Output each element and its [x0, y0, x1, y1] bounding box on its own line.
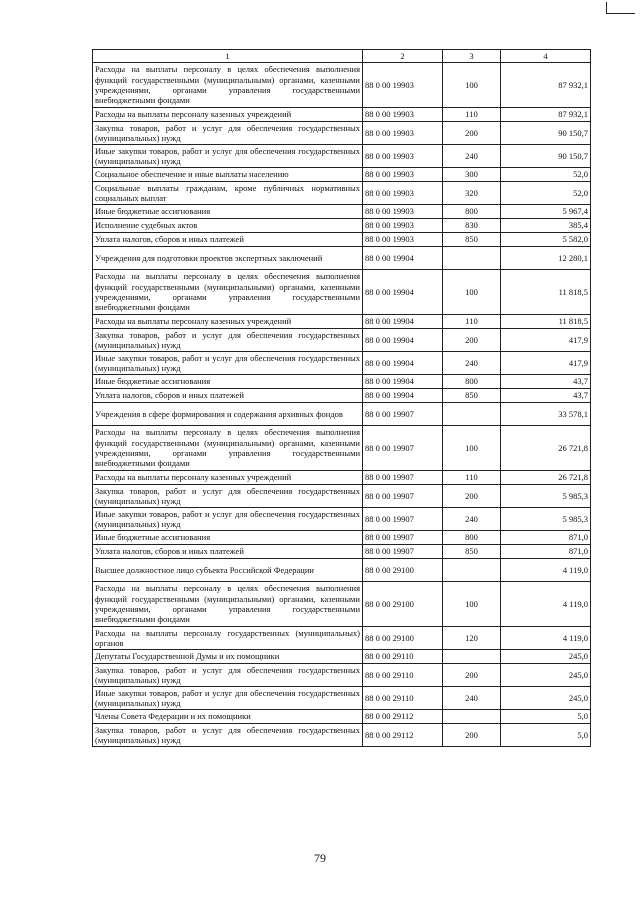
table-row	[93, 270, 591, 315]
table-row	[93, 329, 591, 352]
target-code-cell: 88 0 00 29100	[363, 582, 443, 627]
target-code-cell: 88 0 00 29110	[363, 664, 443, 687]
expense-name-cell: Иные бюджетные ассигнования	[93, 205, 363, 219]
expense-type-cell: 120	[443, 627, 501, 650]
target-code-cell: 88 0 00 19904	[363, 352, 443, 375]
expense-type-cell: 850	[443, 545, 501, 559]
expense-type-cell: 240	[443, 687, 501, 710]
amount-cell: 871,0	[501, 531, 591, 545]
target-code-cell: 88 0 00 19907	[363, 471, 443, 485]
amount-cell: 52,0	[501, 168, 591, 182]
expense-name-cell: Расходы на выплаты персоналу казенных учреждений	[93, 471, 363, 485]
expense-type-cell: 200	[443, 664, 501, 687]
expense-type-cell: 110	[443, 315, 501, 329]
header-cell-4: 4	[501, 50, 591, 63]
target-code-cell: 88 0 00 19903	[363, 63, 443, 108]
expense-name-cell: Закупка товаров, работ и услуг для обеспечения государственных (муниципальных) нужд	[93, 122, 363, 145]
table-row	[93, 485, 591, 508]
table-row	[93, 247, 591, 270]
table-row	[93, 389, 591, 403]
expense-type-cell	[443, 559, 501, 582]
table-row	[93, 182, 591, 205]
expense-type-cell	[443, 710, 501, 724]
expense-name-cell: Закупка товаров, работ и услуг для обеспечения государственных (муниципальных) нужд	[93, 664, 363, 687]
amount-cell: 5 985,3	[501, 508, 591, 531]
amount-cell: 87 932,1	[501, 63, 591, 108]
expense-name-cell: Расходы на выплаты персоналу государственных (муниципальных) органов	[93, 627, 363, 650]
expense-type-cell: 830	[443, 219, 501, 233]
target-code-cell: 88 0 00 19904	[363, 375, 443, 389]
expense-name-cell: Высшее должностное лицо субъекта Российской Федерации	[93, 559, 363, 582]
expense-name-cell: Расходы на выплаты персоналу в целях обеспечения выполнения функций государственными (муниципальными) органами, казенными учреждениями, органами управления государственными внебюджетными фондами	[93, 426, 363, 471]
amount-cell: 43,7	[501, 375, 591, 389]
target-code-cell: 88 0 00 19903	[363, 182, 443, 205]
expense-type-cell: 200	[443, 122, 501, 145]
expense-type-cell: 850	[443, 389, 501, 403]
expense-type-cell: 300	[443, 168, 501, 182]
amount-cell: 417,9	[501, 352, 591, 375]
amount-cell: 417,9	[501, 329, 591, 352]
header-row	[93, 50, 591, 63]
expense-name-cell: Исполнение судебных актов	[93, 219, 363, 233]
expense-type-cell	[443, 650, 501, 664]
table-row	[93, 508, 591, 531]
table-row	[93, 205, 591, 219]
table-row	[93, 122, 591, 145]
expense-name-cell: Расходы на выплаты персоналу в целях обеспечения выполнения функций государственными (муниципальными) органами, казенными учреждениями, органами управления государственными внебюджетными фондами	[93, 63, 363, 108]
amount-cell: 52,0	[501, 182, 591, 205]
expense-name-cell: Социальное обеспечение и иные выплаты населению	[93, 168, 363, 182]
target-code-cell: 88 0 00 19903	[363, 108, 443, 122]
expense-name-cell: Иные закупки товаров, работ и услуг для обеспечения государственных (муниципальных) нужд	[93, 352, 363, 375]
target-code-cell: 88 0 00 19907	[363, 531, 443, 545]
amount-cell: 5 582,0	[501, 233, 591, 247]
expense-name-cell: Закупка товаров, работ и услуг для обеспечения государственных (муниципальных) нужд	[93, 329, 363, 352]
budget-table	[92, 49, 591, 747]
target-code-cell: 88 0 00 19907	[363, 485, 443, 508]
expense-name-cell: Расходы на выплаты персоналу казенных учреждений	[93, 315, 363, 329]
target-code-cell: 88 0 00 19904	[363, 270, 443, 315]
amount-cell: 245,0	[501, 664, 591, 687]
expense-type-cell: 200	[443, 724, 501, 747]
target-code-cell: 88 0 00 19903	[363, 122, 443, 145]
amount-cell: 12 280,1	[501, 247, 591, 270]
amount-cell: 26 721,8	[501, 471, 591, 485]
expense-type-cell: 100	[443, 63, 501, 108]
target-code-cell: 88 0 00 19907	[363, 426, 443, 471]
table-row	[93, 545, 591, 559]
target-code-cell: 88 0 00 29112	[363, 724, 443, 747]
expense-type-cell: 110	[443, 471, 501, 485]
expense-type-cell: 800	[443, 375, 501, 389]
expense-type-cell: 100	[443, 582, 501, 627]
amount-cell: 5 967,4	[501, 205, 591, 219]
target-code-cell: 88 0 00 29110	[363, 650, 443, 664]
target-code-cell: 88 0 00 19904	[363, 247, 443, 270]
expense-type-cell: 110	[443, 108, 501, 122]
table-row	[93, 559, 591, 582]
target-code-cell: 88 0 00 19904	[363, 389, 443, 403]
expense-name-cell: Депутаты Государственной Думы и их помощники	[93, 650, 363, 664]
table-row	[93, 315, 591, 329]
expense-type-cell: 800	[443, 531, 501, 545]
expense-name-cell: Иные закупки товаров, работ и услуг для обеспечения государственных (муниципальных) нужд	[93, 687, 363, 710]
header-cell-1: 1	[93, 50, 363, 63]
table-row	[93, 710, 591, 724]
amount-cell: 87 932,1	[501, 108, 591, 122]
expense-type-cell	[443, 247, 501, 270]
amount-cell: 43,7	[501, 389, 591, 403]
expense-type-cell: 200	[443, 329, 501, 352]
table-row	[93, 582, 591, 627]
table-row	[93, 403, 591, 426]
amount-cell: 245,0	[501, 650, 591, 664]
target-code-cell: 88 0 00 19903	[363, 168, 443, 182]
expense-type-cell: 240	[443, 508, 501, 531]
table-row	[93, 63, 591, 108]
page-number: 79	[314, 851, 326, 865]
target-code-cell: 88 0 00 29100	[363, 559, 443, 582]
table-row	[93, 219, 591, 233]
amount-cell: 26 721,8	[501, 426, 591, 471]
expense-name-cell: Уплата налогов, сборов и иных платежей	[93, 389, 363, 403]
target-code-cell: 88 0 00 29112	[363, 710, 443, 724]
target-code-cell: 88 0 00 19904	[363, 315, 443, 329]
table-row	[93, 352, 591, 375]
expense-type-cell: 200	[443, 485, 501, 508]
expense-name-cell: Уплата налогов, сборов и иных платежей	[93, 545, 363, 559]
amount-cell: 385,4	[501, 219, 591, 233]
expense-type-cell	[443, 403, 501, 426]
table-row	[93, 724, 591, 747]
expense-name-cell: Учреждения в сфере формирования и содержания архивных фондов	[93, 403, 363, 426]
expense-name-cell: Расходы на выплаты персоналу в целях обеспечения выполнения функций государственными (муниципальными) органами, казенными учреждениями, органами управления государственными внебюджетными фондами	[93, 582, 363, 627]
table-row	[93, 531, 591, 545]
expense-type-cell: 100	[443, 270, 501, 315]
amount-cell: 5,0	[501, 724, 591, 747]
amount-cell: 4 119,0	[501, 627, 591, 650]
amount-cell: 4 119,0	[501, 559, 591, 582]
amount-cell: 90 150,7	[501, 122, 591, 145]
amount-cell: 11 818,5	[501, 315, 591, 329]
target-code-cell: 88 0 00 29110	[363, 687, 443, 710]
amount-cell: 90 150,7	[501, 145, 591, 168]
amount-cell: 871,0	[501, 545, 591, 559]
amount-cell: 245,0	[501, 687, 591, 710]
target-code-cell: 88 0 00 19903	[363, 145, 443, 168]
table-row	[93, 627, 591, 650]
amount-cell: 5,0	[501, 710, 591, 724]
expense-type-cell: 800	[443, 205, 501, 219]
expense-name-cell: Социальные выплаты гражданам, кроме публичных нормативных социальных выплат	[93, 182, 363, 205]
table-row	[93, 108, 591, 122]
expense-type-cell: 320	[443, 182, 501, 205]
header-cell-2: 2	[363, 50, 443, 63]
table-row	[93, 145, 591, 168]
expense-type-cell: 240	[443, 145, 501, 168]
expense-name-cell: Расходы на выплаты персоналу казенных учреждений	[93, 108, 363, 122]
header-cell-3: 3	[443, 50, 501, 63]
expense-type-cell: 850	[443, 233, 501, 247]
target-code-cell: 88 0 00 29100	[363, 627, 443, 650]
amount-cell: 4 119,0	[501, 582, 591, 627]
expense-type-cell: 240	[443, 352, 501, 375]
expense-name-cell: Члены Совета Федерации и их помощники	[93, 710, 363, 724]
target-code-cell: 88 0 00 19907	[363, 403, 443, 426]
expense-name-cell: Иные бюджетные ассигнования	[93, 531, 363, 545]
table-row	[93, 687, 591, 710]
corner-mark	[606, 2, 635, 14]
target-code-cell: 88 0 00 19907	[363, 508, 443, 531]
target-code-cell: 88 0 00 19904	[363, 329, 443, 352]
target-code-cell: 88 0 00 19903	[363, 219, 443, 233]
table-row	[93, 426, 591, 471]
target-code-cell: 88 0 00 19903	[363, 233, 443, 247]
table-row	[93, 233, 591, 247]
expense-name-cell: Уплата налогов, сборов и иных платежей	[93, 233, 363, 247]
table-row	[93, 375, 591, 389]
expense-name-cell: Закупка товаров, работ и услуг для обеспечения государственных (муниципальных) нужд	[93, 724, 363, 747]
expense-name-cell: Расходы на выплаты персоналу в целях обеспечения выполнения функций государственными (муниципальными) органами, казенными учреждениями, органами управления государственными внебюджетными фондами	[93, 270, 363, 315]
table-row	[93, 650, 591, 664]
table-row	[93, 471, 591, 485]
amount-cell: 33 578,1	[501, 403, 591, 426]
expense-name-cell: Иные закупки товаров, работ и услуг для обеспечения государственных (муниципальных) нужд	[93, 145, 363, 168]
amount-cell: 5 985,3	[501, 485, 591, 508]
table-row	[93, 664, 591, 687]
expense-name-cell: Иные закупки товаров, работ и услуг для обеспечения государственных (муниципальных) нужд	[93, 508, 363, 531]
amount-cell: 11 818,5	[501, 270, 591, 315]
expense-name-cell: Иные бюджетные ассигнования	[93, 375, 363, 389]
expense-name-cell: Закупка товаров, работ и услуг для обеспечения государственных (муниципальных) нужд	[93, 485, 363, 508]
target-code-cell: 88 0 00 19903	[363, 205, 443, 219]
expense-name-cell: Учреждения для подготовки проектов экспертных заключений	[93, 247, 363, 270]
table-row	[93, 168, 591, 182]
expense-type-cell: 100	[443, 426, 501, 471]
target-code-cell: 88 0 00 19907	[363, 545, 443, 559]
